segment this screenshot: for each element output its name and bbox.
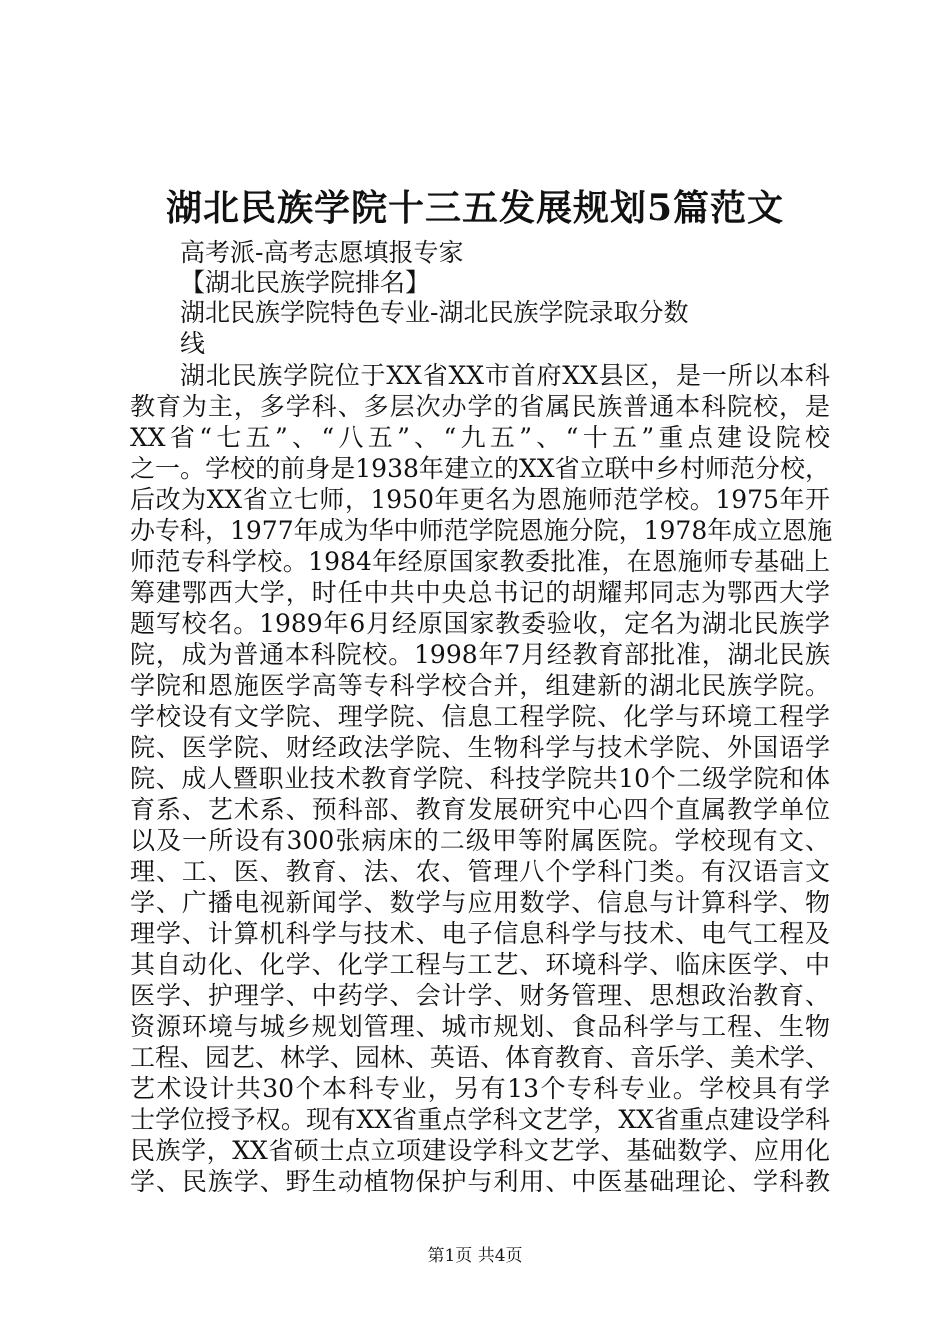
paragraph-line: 后改为XX省立七师，1950年更名为恩施师范学校。1975年开: [130, 485, 830, 514]
paragraph-line: 学院和恩施医学高等专科学校合并，组建新的湖北民族学院。: [130, 671, 830, 700]
meta-line-continued: 线: [180, 329, 206, 358]
paragraph-line: 学校设有文学院、理学院、信息工程学院、化学与环境工程学: [130, 702, 830, 731]
page-footer: 第1页 共4页: [427, 1246, 523, 1266]
meta-line-majors: 湖北民族学院特色专业-湖北民族学院录取分数: [180, 298, 689, 327]
paragraph-line: 学、广播电视新闻学、数学与应用数学、信息与计算科学、物: [130, 888, 830, 917]
paragraph-line: 民族学，XX省硕士点立项建设学科文艺学、基础数学、应用化: [130, 1136, 830, 1165]
meta-line-ranking: 【湖北民族学院排名】: [180, 268, 431, 297]
paragraph-line: 院、成人暨职业技术教育学院、科技学院共10个二级学院和体: [130, 764, 830, 793]
paragraph-line: 办专科，1977年成为华中师范学院恩施分院，1978年成立恩施: [130, 516, 833, 545]
paragraph-line: 教育为主，多学科、多层次办学的省属民族普通本科院校，是: [130, 392, 830, 421]
paragraph-line: 院，成为普通本科院校。1998年7月经教育部批准，湖北民族: [130, 640, 830, 669]
paragraph-line: 以及一所设有300张病床的二级甲等附属医院。学校现有文、: [130, 826, 830, 855]
paragraph-line: 艺术设计共30个本科专业，另有13个专科专业。学校具有学: [130, 1074, 830, 1103]
paragraph-line: 资源环境与城乡规划管理、城市规划、食品科学与工程、生物: [130, 1012, 830, 1041]
paragraph-line: 筹建鄂西大学，时任中共中央总书记的胡耀邦同志为鄂西大学: [130, 578, 830, 607]
paragraph-line: 育系、艺术系、预科部、教育发展研究中心四个直属教学单位: [130, 795, 830, 824]
paragraph-line: 题写校名。1989年6月经原国家教委验收，定名为湖北民族学: [130, 609, 830, 638]
paragraph-line: 之一。学校的前身是1938年建立的XX省立联中乡村师范分校，: [130, 454, 830, 483]
paragraph-line: XX省“七五”、“八五”、“九五”、“十五”重点建设院校: [130, 423, 830, 452]
document-title: 湖北民族学院十三五发展规划5篇范文: [165, 187, 785, 229]
meta-line-site: 高考派-高考志愿填报专家: [180, 238, 464, 267]
paragraph-line: 湖北民族学院位于XX省XX市首府XX县区，是一所以本科: [180, 361, 830, 390]
paragraph-line: 院、医学院、财经政法学院、生物科学与技术学院、外国语学: [130, 733, 830, 762]
paragraph-line: 医学、护理学、中药学、会计学、财务管理、思想政治教育、: [130, 981, 830, 1010]
paragraph-line: 师范专科学校。1984年经原国家教委批准，在恩施师专基础上: [130, 547, 830, 576]
paragraph-line: 士学位授予权。现有XX省重点学科文艺学，XX省重点建设学科: [130, 1105, 830, 1134]
paragraph-line: 理学、计算机科学与技术、电子信息科学与技术、电气工程及: [130, 919, 830, 948]
paragraph-line: 理、工、医、教育、法、农、管理八个学科门类。有汉语言文: [130, 857, 830, 886]
paragraph-line: 其自动化、化学、化学工程与工艺、环境科学、临床医学、中: [130, 950, 830, 979]
paragraph-line: 工程、园艺、林学、园林、英语、体育教育、音乐学、美术学、: [130, 1043, 831, 1072]
paragraph-line: 学、民族学、野生动植物保护与利用、中医基础理论、学科教: [130, 1167, 830, 1196]
